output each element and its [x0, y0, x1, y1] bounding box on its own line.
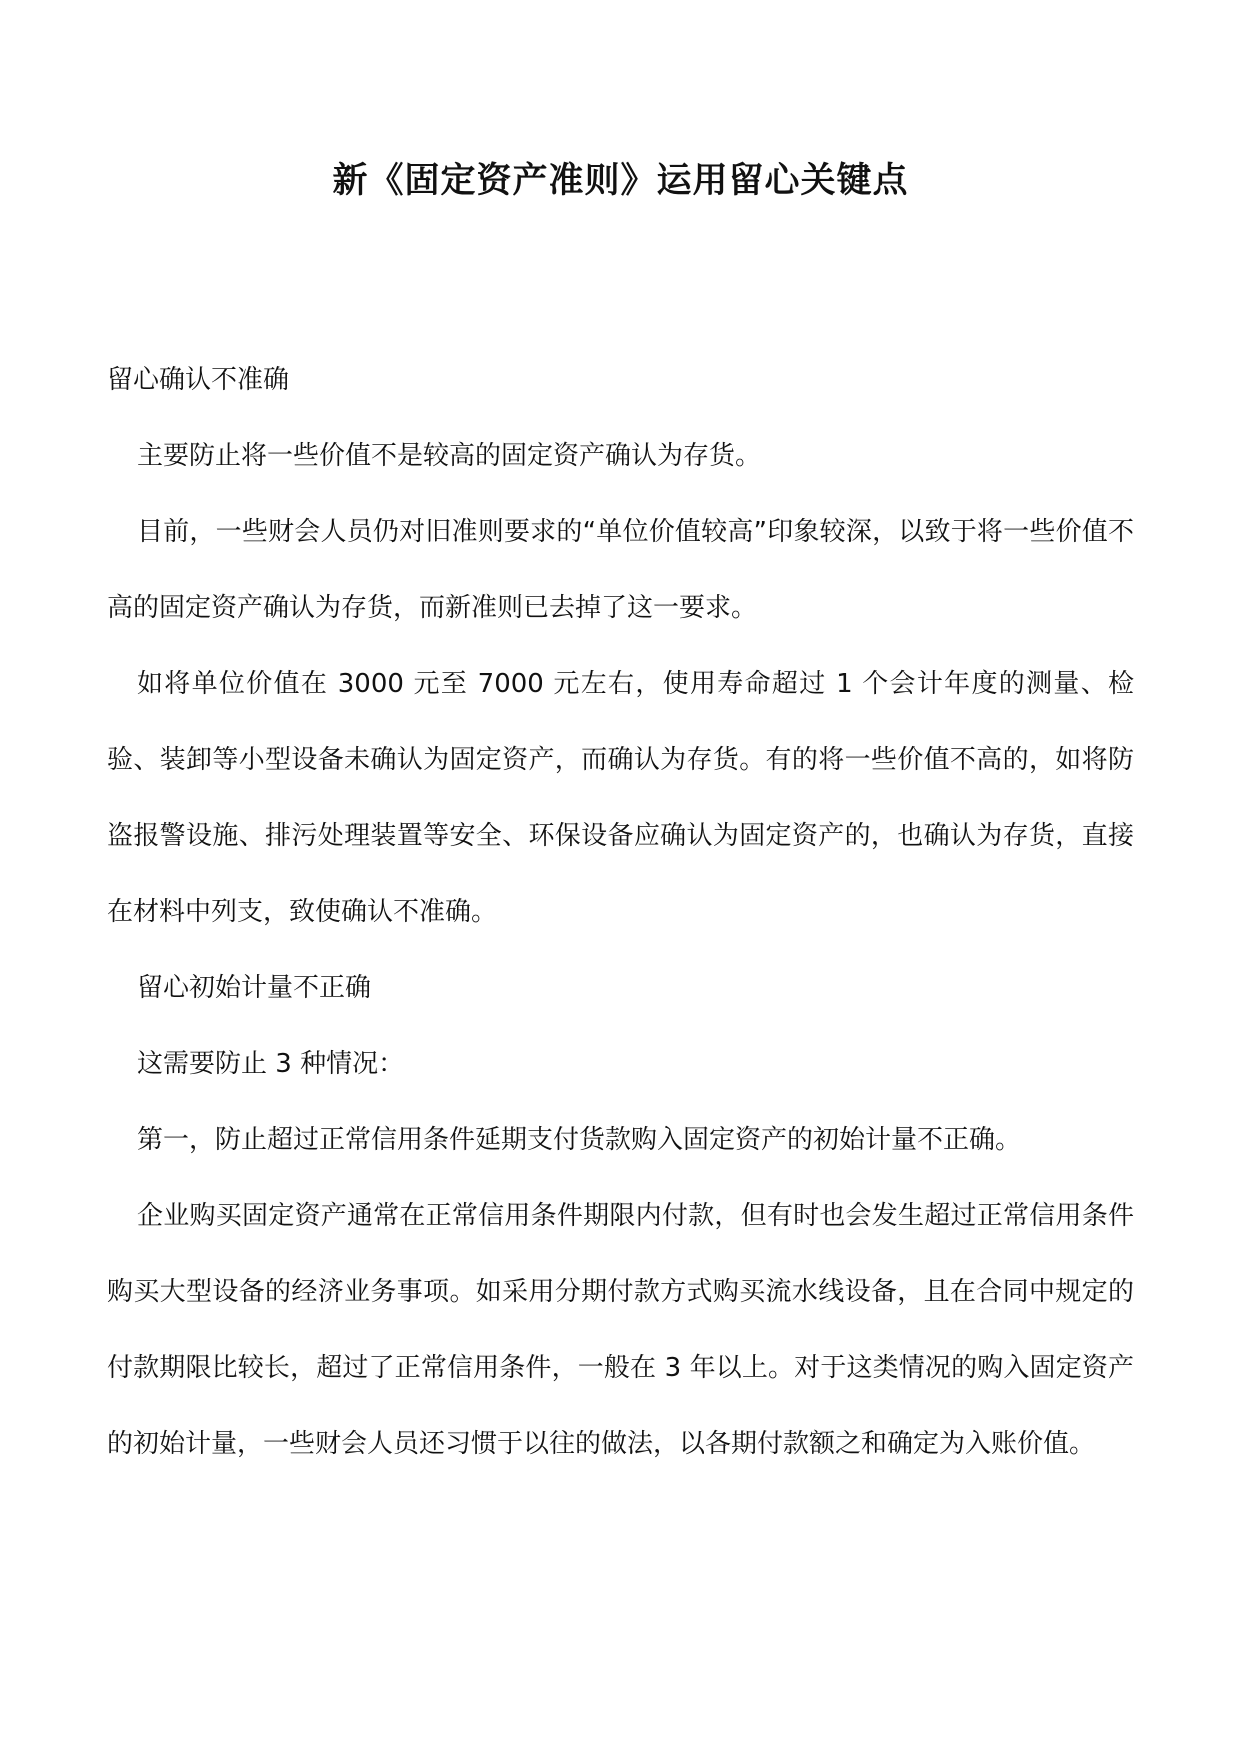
body-paragraph: 主要防止将一些价值不是较高的固定资产确认为存货。 [137, 441, 762, 471]
body-paragraph: 这需要防止 3 种情况： [137, 1049, 405, 1079]
section-heading-measurement: 留心初始计量不正确 [137, 973, 372, 1003]
document-body [107, 342, 1134, 1482]
section-heading-recognition: 留心确认不准确 [107, 365, 290, 395]
document-title: 新《固定资产准则》运用留心关键点 [332, 160, 909, 201]
body-paragraph: 如将单位价值在 3000 元至 7000 元左右，使用寿命超过 1 个会计年度的测量、检验、装卸等小型设备未确认为固定资产，而确认为存货。有的将一些价值不高的，如将防盗报警设施、排污处理装置等安全、环保设备应确认为固定资产的，也确认为存货，直接在材料中列支，致使确认不准确。 [107, 669, 1134, 927]
body-paragraph: 第一，防止超过正常信用条件延期支付货款购入固定资产的初始计量不正确。 [137, 1125, 1022, 1155]
body-paragraph: 企业购买固定资产通常在正常信用条件期限内付款，但有时也会发生超过正常信用条件购买大型设备的经济业务事项。如采用分期付款方式购买流水线设备，且在合同中规定的付款期限比较长，超过了正常信用条件，一般在 3 年以上。对于这类情况的购入固定资产的初始计量，一些财会人员还习惯于以往的做法，以各期付款额之和确定为入账价值。 [107, 1201, 1134, 1459]
body-paragraph: 目前，一些财会人员仍对旧准则要求的“单位价值较高”印象较深，以致于将一些价值不高的固定资产确认为存货，而新准则已去掉了这一要求。 [107, 517, 1134, 623]
